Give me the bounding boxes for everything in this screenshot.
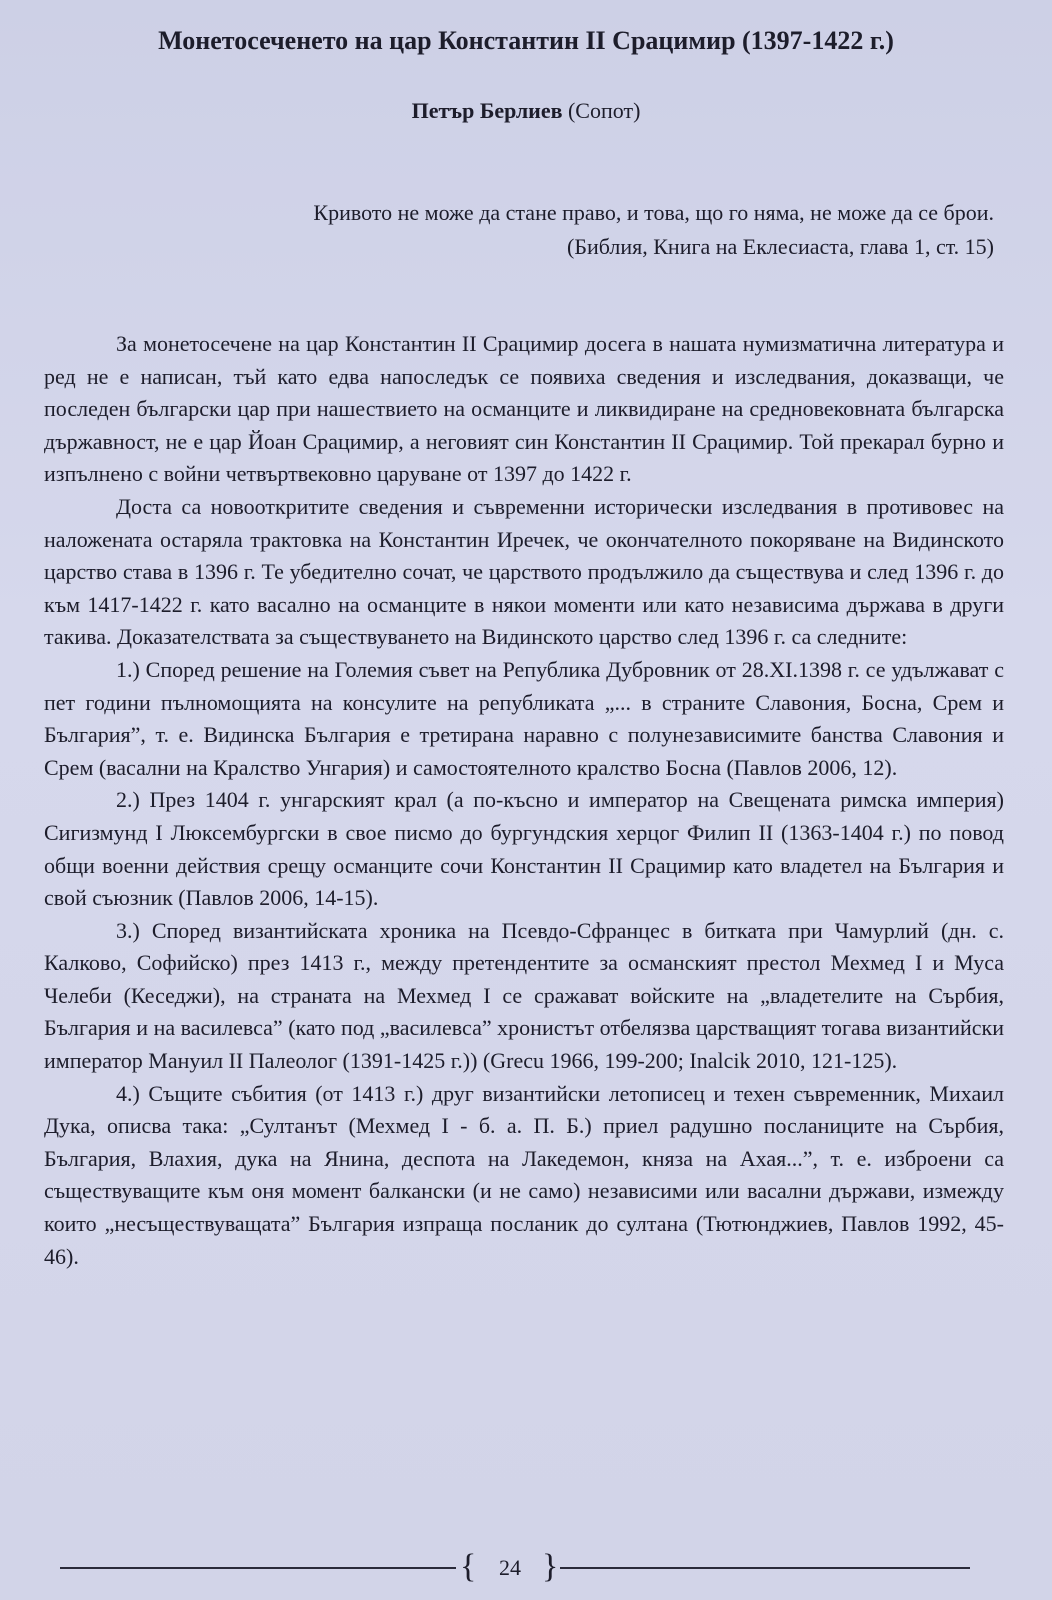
paragraph-context: Доста са новооткритите сведения и съвременни исторически изследвания в противовес на наложената остаряла трактовка на Константин Иречек, че окончателното покоряване на Видинското царство става в 1396 г. Те убедително сочат, че царството продължило да съществува и след 1396 г. до към 1417-1422 г. като васално на османците в някои моменти или като независима държава в други такива. Доказателствата за съществуването на Видинското царство след 1396 г. са следните:	[44, 493, 1004, 650]
epigraph	[94, 196, 994, 264]
page-number: 24	[499, 1555, 521, 1580]
article-body	[44, 328, 1004, 1273]
paragraph-intro: За монетосечене на цар Константин II Срацимир досега в нашата нумизматична литература и ред не е написан, тъй като едва напоследък се появиха сведения и изследвания, доказващи, че последен български цар при нашествието на османците и ликвидиране на средновековната българска държавност, не е цар Йоан Срацимир, а неговият син Константин II Срацимир. Той прекарал бурно и изпълнено с войни четвъртвековно царуване от 1397 до 1422 г.	[44, 331, 1004, 487]
author-line	[40, 96, 1012, 126]
page-footer	[60, 1548, 970, 1588]
paragraph-evidence-1: 1.) Според решение на Големия съвет на Република Дубровник от 28.XI.1398 г. се удължават с пет години пълномощията на консулите на републиката „... в страните Славония, Босна, Срем и България”, т. е. Видинска България е третирана наравно с полунезависимите банства Славония и Срем (васални на Кралство Унгария) и самостоятелното кралство Босна (Павлов 2006, 12).	[44, 656, 1004, 780]
footer-rule-left	[60, 1567, 456, 1569]
paragraph-evidence-4: 4.) Същите събития (от 1413 г.) друг византийски летописец и техен съвременник, Михаил Дука, описва така: „Султанът (Мехмед I - б. а. П. Б.) приел радушно посланиците на Сърбия, България, Влахия, дука на Янина, деспота на Лакедемон, княза на Ахая...”, т. е. изброени са съществуващите към оня момент балкански (и не само) независими или васални държави, измежду които „несъществуващата” България изпраща посланик до султана (Тютюнджиев, Павлов 1992, 45-46).	[44, 1080, 1004, 1269]
footer-brace-open: {	[460, 1548, 477, 1585]
author-place: (Сопот)	[567, 98, 641, 123]
footer-rule-right	[560, 1567, 970, 1569]
epigraph-source: (Библия, Книга на Еклесиаста, глава 1, ст. 15)	[567, 234, 994, 259]
footer-brace-close: }	[542, 1548, 559, 1585]
paragraph-evidence-3: 3.) Според византийската хроника на Псевдо-Сфранцес в битката при Чамурлий (дн. с. Калково, Софийско) през 1413 г., между претендентите за османският престол Мехмед I и Муса Челеби (Кеседжи), на страната на Мехмед I се сражават войските на „владетелите на Сърбия, България и на василевса” (като под „василевса” хронистът отбелязва царстващият тогава византийски император Мануил II Палеолог (1391-1425 г.)) (Grecu 1966, 199-200; Inalcik 2010, 121-125).	[44, 917, 1004, 1074]
paragraph-evidence-2: 2.) През 1404 г. унгарският крал (а по-късно и император на Свещената римска империя) Сигизмунд I Люксембургски в свое писмо до бургундския херцог Филип II (1363-1404 г.) по повод общи военни действия срещу османците сочи Константин II Срацимир като владетел на България и свой съюзник (Павлов 2006, 14-15).	[44, 787, 1004, 911]
article-title: Монетосеченето на цар Константин II Срацимир (1397-1422 г.)	[158, 26, 894, 55]
author-name: Петър Берлиев	[411, 98, 563, 123]
epigraph-quote: Кривото не може да стане право, и това, що го няма, не може да се брои.	[313, 200, 994, 225]
